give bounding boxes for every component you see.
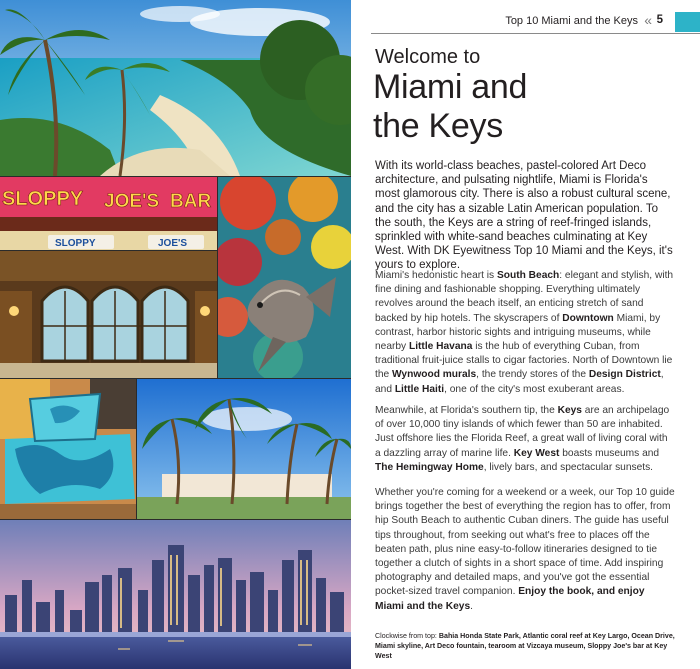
intro-paragraph: With its world-class beaches, pastel-colored Art Deco architecture, and pulsating nightlife, Miami is Florida's most glamorous city. There is also a robust cultural scene, and the city has a sizable Latin American population. To the south, the Keys are a string of reef-fringed islands, sprinkled with white-sand beaches culminating at Key West. With DK Eyewitness Top 10 Miami and the Keys, it's yours to explore. <box>375 160 673 272</box>
highlight-south-beach: South Beach <box>496 270 560 281</box>
highlight-design-district: Design District <box>588 369 661 381</box>
page-title-line-1: Miami and <box>373 68 528 106</box>
page-title-line-2: the Keys <box>373 107 503 145</box>
page-title <box>373 68 527 146</box>
sign-sloppy: SLOPPY <box>2 188 84 210</box>
highlight-key-west: Key West <box>513 447 560 459</box>
photo-sloppy-joes-bar <box>0 177 217 250</box>
sign-bar: BAR <box>170 191 212 212</box>
page-number: 5 <box>656 14 663 26</box>
running-title: Top 10 Miami and the Keys <box>505 15 638 27</box>
photo-caption-items: Bahia Honda State Park, Atlantic coral reef at Key Largo, Ocean Drive, Miami skyline, Art Deco fountain, tearoom at Vizcaya museum, Sloppy Joe's bar at Key West <box>375 632 675 660</box>
highlight-enjoy-the-book: Enjoy the book, and enjoy Miami and the Keys <box>375 586 645 612</box>
running-head <box>351 12 700 32</box>
photo-atlantic-coral-reef <box>218 177 351 378</box>
chevron-left-double-icon: « <box>644 12 652 28</box>
highlight-keys: Keys <box>557 405 582 416</box>
photo-caption: Clockwise from top: Bahia Honda State Park, Atlantic coral reef at Key Largo, Ocean Drive, Miami skyline, Art Deco fountain, tearoom at Vizcaya museum, Sloppy Joe's bar at Key West <box>375 632 675 660</box>
body-paragraph-keys: Meanwhile, at Florida's southern tip, the Keys are an archipelago of over 10,000 tiny islands of which fewer than 50 are inhabited. Just offshore lies the Florida Reef, a great wall of living coral with a dazzling array of marine life. Key West boasts museums and The Hemingway Home, lively bars, and spectacular sunsets. <box>375 405 670 473</box>
body-paragraph-guide: Whether you're coming for a weekend or a week, our Top 10 guide brings together the best of everything the region has to offer, from hip South Beach to authentic Cuban diners. The guide has useful tips throughout, from seeking out what's free to places off the beaten path, plus nine easy-to-follow itineraries designed to tie together a clutch of sights in a short space of time. Add inspiring photography and detailed maps, and you've got the essential pocket-sized travel companion. Enjoy the book, and enjoy Miami and the Keys. <box>375 487 675 612</box>
photo-art-deco-fountain <box>0 379 136 519</box>
photo-bahia-honda-state-park <box>0 0 351 176</box>
kicker-welcome: Welcome to <box>375 46 481 68</box>
sign-sloppy-small: SLOPPY <box>55 238 96 249</box>
highlight-little-havana: Little Havana <box>408 341 473 353</box>
highlight-wynwood-murals: Wynwood murals <box>392 369 477 381</box>
highlight-little-haiti: Little Haiti <box>394 383 445 395</box>
highlight-hemingway-home: The Hemingway Home <box>375 461 484 473</box>
body-paragraph-miami: Miami's hedonistic heart is South Beach: elegant and stylish, with fine dining and fashionable shopping. Everything ultimately revolves around the beach itself, an enticing stretch of sand backed by hip hotels. The skyscrapers of Downtown Miami, by contrast, harbor historic sights and intriguing museums, while nearby Little Havana is the hub of everything Cuban, from traditional fruit-juice stalls to cigar factories. North of Downtown lie the Wynwood murals, the trendy stores of the Design District, and Little Haiti, one of the city's most exuberant areas. <box>375 270 674 395</box>
sign-joes-small: JOE'S <box>158 238 188 249</box>
photo-vizcaya-tearoom <box>0 251 217 378</box>
photo-miami-skyline <box>0 520 351 669</box>
sign-joes: JOE'S <box>104 191 160 212</box>
photo-ocean-drive <box>137 379 351 519</box>
teal-page-tab <box>675 12 700 32</box>
header-rule <box>371 33 700 34</box>
highlight-downtown: Downtown <box>562 312 614 324</box>
